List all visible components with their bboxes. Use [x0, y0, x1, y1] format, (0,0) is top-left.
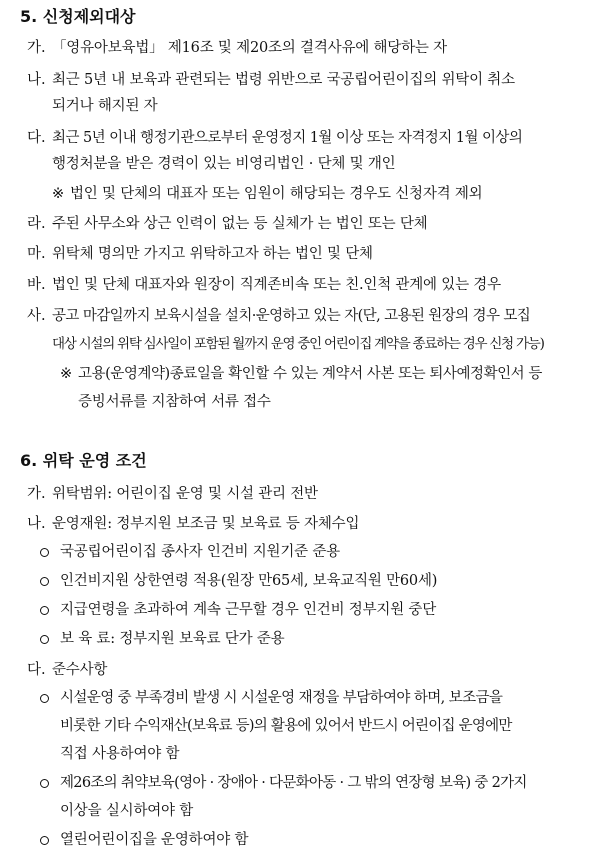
circle-bullet-icon	[40, 548, 49, 557]
item-text: 위탁범위: 어린이집 운영 및 시설 관리 전반	[52, 486, 318, 502]
section-5-title: 5. 신청제외대상	[20, 7, 136, 26]
bullet-text: 제26조의 취약보육(영아 · 장애아 · 다문화아동 · 그 밖의 연장형 보육) 중 2가지	[60, 775, 527, 791]
circle-bullet-icon	[40, 836, 49, 845]
item-text-continued: 되거나 해지된 자	[52, 98, 158, 114]
item-marker: 라.	[27, 216, 46, 232]
item-text: 공고 마감일까지 보육시설을 설치·운영하고 있는 자(단, 고용된 원장의 경우 모집	[52, 308, 531, 324]
section-6-title: 6. 위탁 운영 조건	[20, 451, 147, 470]
circle-bullet-icon	[40, 694, 49, 703]
item-text: 법인 및 단체 대표자와 원장이 직계존비속 또는 친.인척 관계에 있는 경우	[52, 277, 501, 293]
circle-bullet-icon	[40, 606, 49, 615]
item-marker: 가.	[27, 486, 46, 502]
item-marker: 가.	[27, 40, 46, 56]
circle-bullet-icon	[40, 635, 49, 644]
circle-bullet-icon	[40, 779, 49, 788]
bullet-text: 보 육 료: 정부지원 보육료 단가 준용	[60, 631, 285, 647]
item-marker: 마.	[27, 246, 46, 262]
bullet-text: 국공립어린이집 종사자 인건비 지원기준 준용	[60, 544, 340, 560]
bullet-text: 지급연령을 초과하여 계속 근무할 경우 인건비 정부지원 중단	[60, 602, 437, 618]
bullet-text: 시설운영 중 부족경비 발생 시 시설운영 재정을 부담하여야 하며, 보조금을	[60, 690, 503, 706]
item-text: 최근 5년 이내 행정기관으로부터 운영정지 1월 이상 또는 자격정지 1월 이상의	[52, 130, 523, 146]
bullet-text-continued: 비롯한 기타 수익재산(보육료 등)의 활용에 있어서 반드시 어린이집 운영에만	[60, 718, 512, 734]
item-text: 최근 5년 내 보육과 관련되는 법령 위반으로 국공립어린이집의 위탁이 취소	[52, 72, 515, 88]
item-text-continued: 행정처분을 받은 경력이 있는 비영리법인 · 단체 및 개인	[52, 156, 396, 172]
item-marker: 바.	[27, 277, 46, 293]
note-marker: ※	[60, 366, 73, 382]
item-text: 준수사항	[52, 662, 108, 678]
item-text: 주된 사무소와 상근 인력이 없는 등 실체가 는 법인 또는 단체	[52, 216, 428, 232]
circle-bullet-icon	[40, 577, 49, 586]
item-marker: 나.	[27, 516, 46, 532]
note-text: 고용(운영계약)종료일을 확인할 수 있는 계약서 사본 또는 퇴사예정확인서 등	[78, 366, 542, 382]
bullet-text-continued: 이상을 실시하여야 함	[60, 803, 194, 819]
bullet-text: 열린어린이집을 운영하여야 함	[60, 832, 249, 848]
note-marker: ※	[52, 186, 65, 202]
item-marker: 나.	[27, 72, 46, 88]
note-text: 법인 및 단체의 대표자 또는 임원이 해당되는 경우도 신청자격 제외	[70, 186, 483, 202]
bullet-text-continued: 직접 사용하여야 함	[60, 746, 180, 762]
note-text-continued: 증빙서류를 지참하여 서류 접수	[78, 394, 271, 410]
bullet-text: 인건비지원 상한연령 적용(원장 만65세, 보육교직원 만60세)	[60, 573, 438, 589]
item-text: 운영재원: 정부지원 보조금 및 보육료 등 자체수입	[52, 516, 360, 532]
item-marker: 다.	[27, 662, 46, 678]
item-text: 「영유아보육법」 제16조 및 제20조의 결격사유에 해당하는 자	[52, 40, 447, 56]
item-text: 위탁체 명의만 가지고 위탁하고자 하는 법인 및 단체	[52, 246, 373, 262]
item-text-continued: 대상 시설의 위탁 심사일이 포함된 월까지 운영 중인 어린이집 계약을 종료하는 경우 신청 가능)	[52, 336, 544, 352]
item-marker: 다.	[27, 130, 46, 146]
item-marker: 사.	[27, 308, 46, 324]
